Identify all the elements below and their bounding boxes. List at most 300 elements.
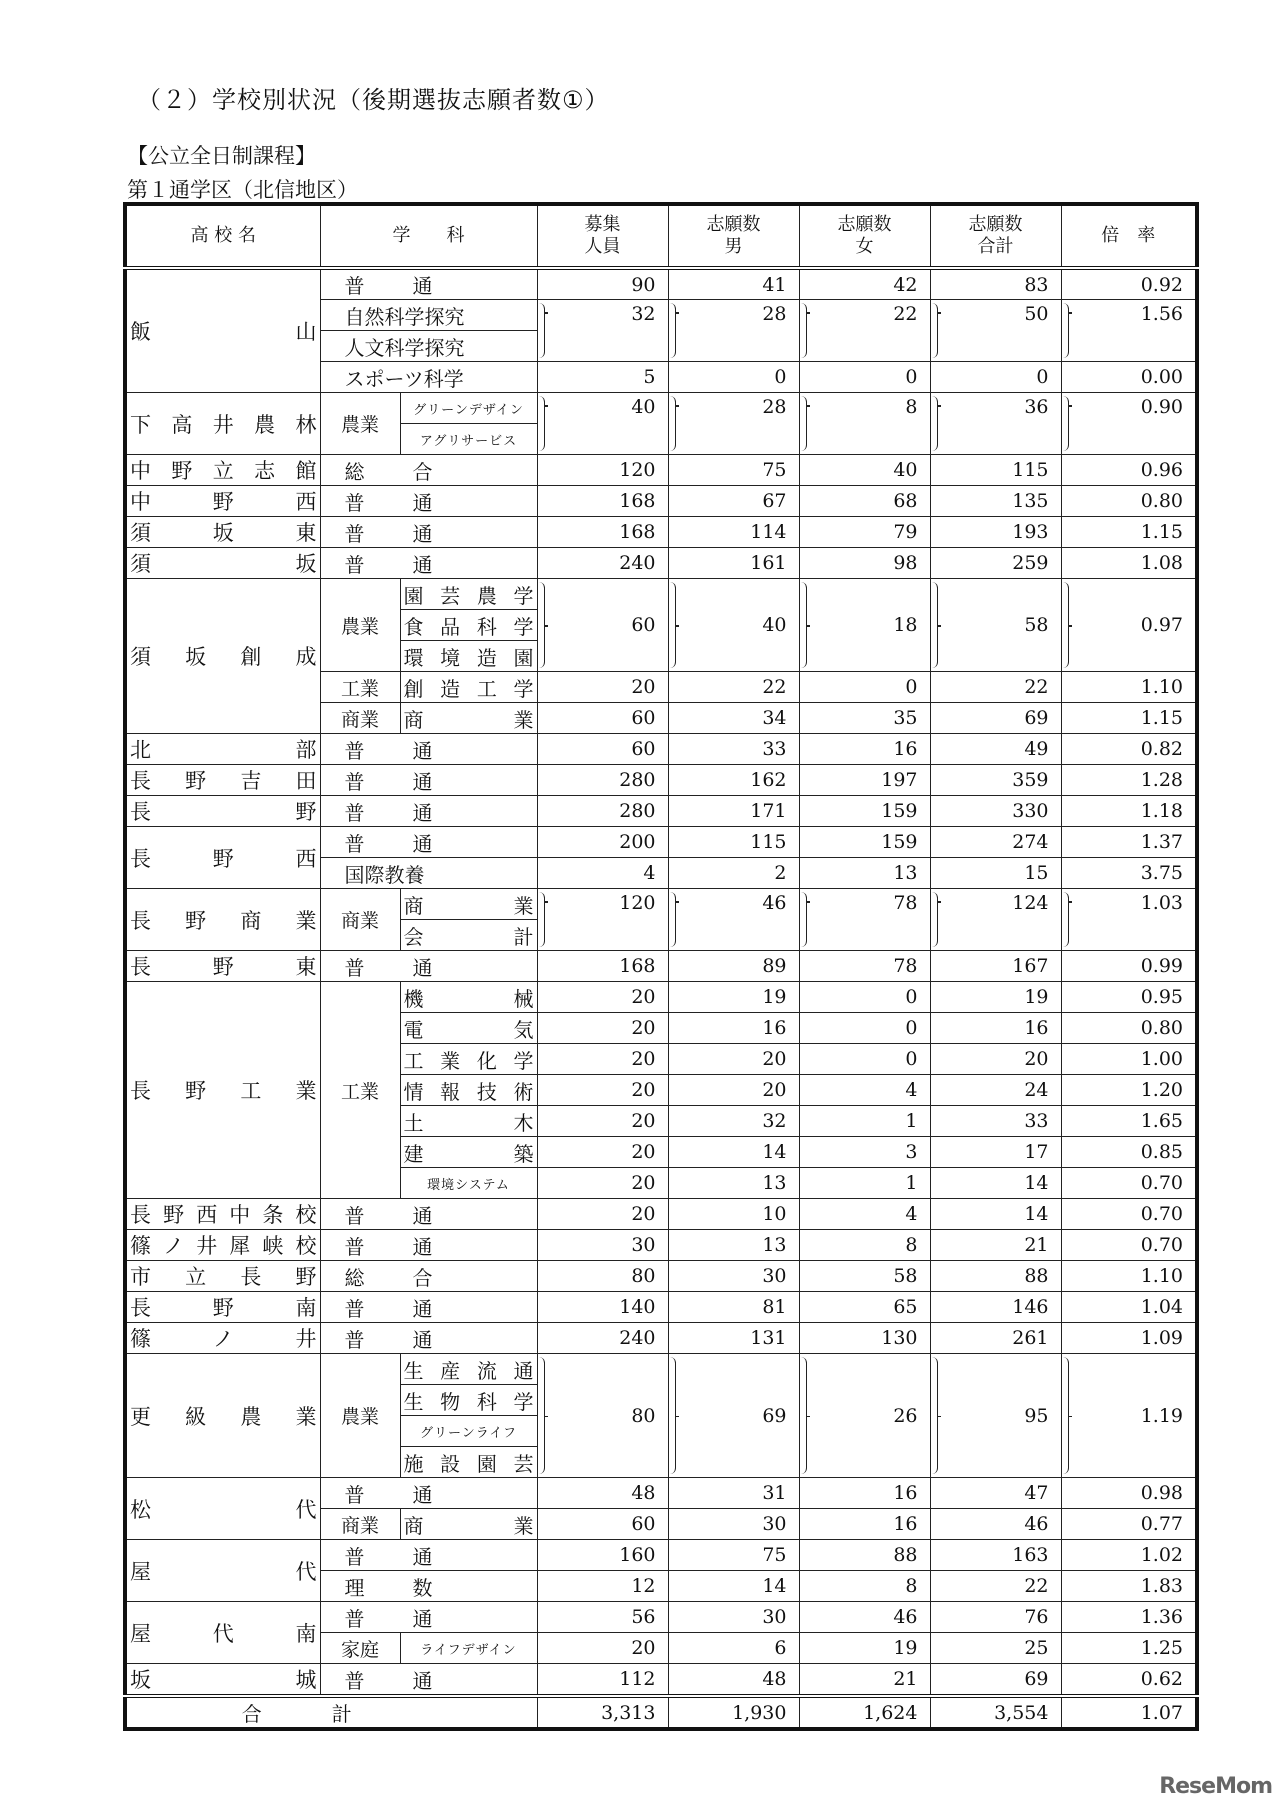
value-ratio: 0.95 (1061, 982, 1197, 1013)
course-heading: 【公立全日制課程】 (127, 144, 316, 168)
value-cap: 20 (537, 1168, 668, 1199)
value-total: 49 (930, 734, 1061, 765)
value-ratio: 0.70 (1061, 1230, 1197, 1261)
value-cap: 168 (537, 951, 668, 982)
table-row (125, 951, 1197, 982)
value-male: 31 (668, 1478, 799, 1509)
value-female: 3 (799, 1137, 930, 1168)
value-male: 161 (668, 548, 799, 579)
value-female: 35 (799, 703, 930, 734)
header-female (799, 204, 930, 268)
header-female-line1: 志願数 (837, 214, 892, 235)
dept-name: 普通 (320, 1199, 537, 1230)
school-name: 長野西中条校 (125, 1199, 320, 1230)
value-cap: 48 (537, 1478, 668, 1509)
school-name: 須坂東 (125, 517, 320, 548)
dept-field: 家庭 (320, 1633, 400, 1664)
value-male: 48 (668, 1664, 799, 1697)
value-ratio: 0.90 (1061, 393, 1197, 455)
value-cap: 20 (537, 1633, 668, 1664)
resemom-logo: ReseMom (1159, 1774, 1272, 1799)
value-cap: 60 (537, 703, 668, 734)
header-capacity-line1: 募集 (584, 214, 621, 235)
value-ratio: 1.20 (1061, 1075, 1197, 1106)
value-total: 33 (930, 1106, 1061, 1137)
school-name: 更級農業 (125, 1354, 320, 1478)
value-female: 65 (799, 1292, 930, 1323)
value-female: 40 (799, 455, 930, 486)
value-male: 115 (668, 827, 799, 858)
value-ratio: 0.80 (1061, 1013, 1197, 1044)
table-row (125, 1354, 1197, 1385)
table-row (125, 796, 1197, 827)
value-cap: 20 (537, 1106, 668, 1137)
dept-field: 商業 (320, 889, 400, 951)
dept-name: 土木 (400, 1106, 537, 1137)
dept-name: 総合 (320, 1261, 537, 1292)
dept-field: 工業 (320, 982, 400, 1199)
dept-name: 情報技術 (400, 1075, 537, 1106)
dept-name: 総合 (320, 455, 537, 486)
school-name: 下高井農林 (125, 393, 320, 455)
total-total: 3,554 (930, 1696, 1061, 1729)
value-female: 42 (799, 268, 930, 300)
value-female: 1 (799, 1106, 930, 1137)
dept-name: 生産流通 (400, 1354, 537, 1385)
value-ratio: 1.25 (1061, 1633, 1197, 1664)
value-ratio: 0.99 (1061, 951, 1197, 982)
value-ratio: 1.19 (1061, 1354, 1197, 1478)
value-total: 163 (930, 1540, 1061, 1571)
value-female: 0 (799, 1013, 930, 1044)
value-ratio: 0.00 (1061, 362, 1197, 393)
value-male: 114 (668, 517, 799, 548)
value-male: 46 (668, 889, 799, 951)
header-male-line1: 志願数 (706, 214, 761, 235)
district-heading: 第１通学区（北信地区） (127, 178, 358, 202)
dept-name: 建築 (400, 1137, 537, 1168)
dept-name: 普通 (320, 1478, 537, 1509)
value-male: 30 (668, 1261, 799, 1292)
value-ratio: 0.96 (1061, 455, 1197, 486)
dept-name: 機械 (400, 982, 537, 1013)
value-female: 21 (799, 1664, 930, 1697)
value-ratio: 1.00 (1061, 1044, 1197, 1075)
value-female: 0 (799, 362, 930, 393)
value-total: 16 (930, 1013, 1061, 1044)
value-cap: 200 (537, 827, 668, 858)
value-ratio: 1.09 (1061, 1323, 1197, 1354)
table-row (125, 1292, 1197, 1323)
total-capacity: 3,313 (537, 1696, 668, 1729)
dept-name: 普通 (320, 1540, 537, 1571)
value-total: 50 (930, 300, 1061, 362)
value-cap: 20 (537, 1199, 668, 1230)
header-capacity-line2: 人員 (584, 236, 621, 257)
dept-name: 普通 (320, 1230, 537, 1261)
value-total: 274 (930, 827, 1061, 858)
school-name: 長野西 (125, 827, 320, 889)
value-cap: 60 (537, 579, 668, 672)
dept-name: 普通 (320, 1323, 537, 1354)
dept-name: 普通 (320, 765, 537, 796)
school-name: 長野商業 (125, 889, 320, 951)
value-female: 78 (799, 951, 930, 982)
dept-name: 工業化学 (400, 1044, 537, 1075)
value-female: 8 (799, 1230, 930, 1261)
value-cap: 30 (537, 1230, 668, 1261)
school-name: 長野工業 (125, 982, 320, 1199)
value-male: 67 (668, 486, 799, 517)
value-cap: 240 (537, 1323, 668, 1354)
value-cap: 20 (537, 672, 668, 703)
value-female: 13 (799, 858, 930, 889)
table-row (125, 1664, 1197, 1697)
dept-name: 商業 (400, 889, 537, 920)
value-total: 14 (930, 1168, 1061, 1199)
value-female: 46 (799, 1602, 930, 1633)
value-total: 193 (930, 517, 1061, 548)
dept-name: 環境造園 (400, 641, 537, 672)
value-cap: 20 (537, 1075, 668, 1106)
value-male: 2 (668, 858, 799, 889)
value-ratio: 1.04 (1061, 1292, 1197, 1323)
header-capacity (537, 204, 668, 268)
value-ratio: 1.10 (1061, 1261, 1197, 1292)
total-ratio: 1.07 (1061, 1696, 1197, 1729)
value-cap: 90 (537, 268, 668, 300)
value-female: 58 (799, 1261, 930, 1292)
value-total: 167 (930, 951, 1061, 982)
total-label: 合計 (125, 1696, 537, 1729)
dept-field: 農業 (320, 1354, 400, 1478)
value-ratio: 1.56 (1061, 300, 1197, 362)
value-female: 0 (799, 982, 930, 1013)
value-total: 146 (930, 1292, 1061, 1323)
value-female: 16 (799, 1509, 930, 1540)
school-name: 北部 (125, 734, 320, 765)
value-ratio: 0.97 (1061, 579, 1197, 672)
value-female: 159 (799, 827, 930, 858)
value-female: 98 (799, 548, 930, 579)
value-cap: 40 (537, 393, 668, 455)
table-row (125, 579, 1197, 610)
school-name: 屋代南 (125, 1602, 320, 1664)
dept-name: アグリサービス (400, 424, 537, 455)
dept-name: 商業 (400, 703, 537, 734)
school-name: 市立長野 (125, 1261, 320, 1292)
value-cap: 60 (537, 1509, 668, 1540)
value-male: 171 (668, 796, 799, 827)
value-cap: 80 (537, 1261, 668, 1292)
header-male-line2: 男 (724, 236, 743, 257)
value-ratio: 1.08 (1061, 548, 1197, 579)
value-male: 10 (668, 1199, 799, 1230)
header-dept: 学 科 (320, 204, 537, 268)
value-male: 40 (668, 579, 799, 672)
school-name: 篠ノ井 (125, 1323, 320, 1354)
value-total: 359 (930, 765, 1061, 796)
dept-name: 国際教養 (320, 858, 537, 889)
value-total: 76 (930, 1602, 1061, 1633)
value-male: 33 (668, 734, 799, 765)
value-total: 47 (930, 1478, 1061, 1509)
value-male: 28 (668, 300, 799, 362)
value-female: 130 (799, 1323, 930, 1354)
value-male: 28 (668, 393, 799, 455)
value-male: 22 (668, 672, 799, 703)
dept-name: 普通 (320, 486, 537, 517)
total-female: 1,624 (799, 1696, 930, 1729)
table-row (125, 268, 1197, 300)
dept-name: 食品科学 (400, 610, 537, 641)
value-cap: 168 (537, 517, 668, 548)
value-ratio: 0.98 (1061, 1478, 1197, 1509)
value-male: 13 (668, 1230, 799, 1261)
value-total: 22 (930, 672, 1061, 703)
header-male (668, 204, 799, 268)
dept-name: 施設園芸 (400, 1447, 537, 1478)
table-body (125, 268, 1197, 1696)
value-male: 14 (668, 1571, 799, 1602)
value-total: 95 (930, 1354, 1061, 1478)
value-male: 6 (668, 1633, 799, 1664)
value-total: 24 (930, 1075, 1061, 1106)
dept-name: 園芸農学 (400, 579, 537, 610)
table-row (125, 548, 1197, 579)
dept-name: 普通 (320, 1664, 537, 1697)
table-row (125, 1602, 1197, 1633)
value-male: 14 (668, 1137, 799, 1168)
value-cap: 280 (537, 765, 668, 796)
header-total-line2: 合計 (977, 236, 1014, 257)
school-name: 長野南 (125, 1292, 320, 1323)
value-cap: 20 (537, 1044, 668, 1075)
school-name: 篠ノ井犀峡校 (125, 1230, 320, 1261)
value-female: 4 (799, 1075, 930, 1106)
value-ratio: 1.83 (1061, 1571, 1197, 1602)
table-row (125, 1261, 1197, 1292)
value-cap: 160 (537, 1540, 668, 1571)
value-male: 89 (668, 951, 799, 982)
value-ratio: 0.77 (1061, 1509, 1197, 1540)
value-cap: 12 (537, 1571, 668, 1602)
value-female: 18 (799, 579, 930, 672)
dept-name: 環境システム (400, 1168, 537, 1199)
value-female: 4 (799, 1199, 930, 1230)
header-total-line1: 志願数 (968, 214, 1023, 235)
value-male: 131 (668, 1323, 799, 1354)
dept-name: 普通 (320, 268, 537, 300)
value-total: 135 (930, 486, 1061, 517)
value-total: 19 (930, 982, 1061, 1013)
school-name: 坂城 (125, 1664, 320, 1697)
value-male: 32 (668, 1106, 799, 1137)
value-male: 20 (668, 1075, 799, 1106)
value-cap: 20 (537, 982, 668, 1013)
value-total: 0 (930, 362, 1061, 393)
table-row (125, 517, 1197, 548)
school-name: 屋代 (125, 1540, 320, 1602)
value-male: 81 (668, 1292, 799, 1323)
value-female: 0 (799, 1044, 930, 1075)
school-name: 長野吉田 (125, 765, 320, 796)
table-row (125, 1199, 1197, 1230)
table-row (125, 486, 1197, 517)
value-ratio: 0.62 (1061, 1664, 1197, 1697)
value-cap: 280 (537, 796, 668, 827)
value-cap: 168 (537, 486, 668, 517)
table-row (125, 827, 1197, 858)
value-total: 25 (930, 1633, 1061, 1664)
dept-name: 会計 (400, 920, 537, 951)
school-name: 中野立志館 (125, 455, 320, 486)
dept-field: 工業 (320, 672, 400, 703)
value-female: 8 (799, 1571, 930, 1602)
header-school: 高 校 名 (125, 204, 320, 268)
dept-name: グリーンライフ (400, 1416, 537, 1447)
value-total: 21 (930, 1230, 1061, 1261)
value-female: 0 (799, 672, 930, 703)
value-female: 16 (799, 734, 930, 765)
value-total: 58 (930, 579, 1061, 672)
value-total: 20 (930, 1044, 1061, 1075)
value-female: 197 (799, 765, 930, 796)
dept-name: 普通 (320, 734, 537, 765)
value-male: 34 (668, 703, 799, 734)
dept-name: 理数 (320, 1571, 537, 1602)
value-ratio: 1.02 (1061, 1540, 1197, 1571)
value-total: 14 (930, 1199, 1061, 1230)
value-cap: 56 (537, 1602, 668, 1633)
value-female: 88 (799, 1540, 930, 1571)
value-ratio: 0.85 (1061, 1137, 1197, 1168)
value-male: 30 (668, 1602, 799, 1633)
school-name: 須坂創成 (125, 579, 320, 734)
value-total: 259 (930, 548, 1061, 579)
value-ratio: 0.92 (1061, 268, 1197, 300)
dept-field: 農業 (320, 393, 400, 455)
dept-name: スポーツ科学 (320, 362, 537, 393)
value-cap: 140 (537, 1292, 668, 1323)
header-row (125, 204, 1197, 268)
value-male: 0 (668, 362, 799, 393)
dept-field: 商業 (320, 1509, 400, 1540)
value-female: 159 (799, 796, 930, 827)
table-row (125, 734, 1197, 765)
applicants-table (123, 202, 1199, 1731)
school-name: 長野東 (125, 951, 320, 982)
dept-name: 電気 (400, 1013, 537, 1044)
value-ratio: 1.03 (1061, 889, 1197, 951)
school-name: 中野西 (125, 486, 320, 517)
dept-name: 創造工学 (400, 672, 537, 703)
dept-name: 普通 (320, 1602, 537, 1633)
school-name: 飯山 (125, 268, 320, 393)
value-male: 19 (668, 982, 799, 1013)
table-row (125, 889, 1197, 920)
value-female: 68 (799, 486, 930, 517)
value-ratio: 1.15 (1061, 703, 1197, 734)
dept-name: 生物科学 (400, 1385, 537, 1416)
value-female: 26 (799, 1354, 930, 1478)
value-total: 115 (930, 455, 1061, 486)
dept-name: 普通 (320, 827, 537, 858)
school-name: 松代 (125, 1478, 320, 1540)
total-male: 1,930 (668, 1696, 799, 1729)
value-cap: 5 (537, 362, 668, 393)
value-total: 330 (930, 796, 1061, 827)
value-male: 30 (668, 1509, 799, 1540)
value-total: 22 (930, 1571, 1061, 1602)
value-ratio: 1.15 (1061, 517, 1197, 548)
value-ratio: 1.28 (1061, 765, 1197, 796)
table-row (125, 982, 1197, 1013)
value-male: 69 (668, 1354, 799, 1478)
value-total: 15 (930, 858, 1061, 889)
value-female: 22 (799, 300, 930, 362)
value-ratio: 0.80 (1061, 486, 1197, 517)
value-cap: 80 (537, 1354, 668, 1478)
header-total (930, 204, 1061, 268)
school-name: 長野 (125, 796, 320, 827)
table-row (125, 1230, 1197, 1261)
table-row (125, 1540, 1197, 1571)
value-ratio: 0.82 (1061, 734, 1197, 765)
dept-name: グリーンデザイン (400, 393, 537, 424)
value-male: 75 (668, 455, 799, 486)
dept-name: 普通 (320, 796, 537, 827)
dept-name: 普通 (320, 548, 537, 579)
header-female-line2: 女 (855, 236, 874, 257)
value-total: 17 (930, 1137, 1061, 1168)
value-cap: 32 (537, 300, 668, 362)
value-cap: 20 (537, 1013, 668, 1044)
value-male: 13 (668, 1168, 799, 1199)
value-cap: 240 (537, 548, 668, 579)
value-female: 79 (799, 517, 930, 548)
value-ratio: 3.75 (1061, 858, 1197, 889)
value-total: 83 (930, 268, 1061, 300)
dept-name: 普通 (320, 1292, 537, 1323)
value-cap: 60 (537, 734, 668, 765)
value-total: 46 (930, 1509, 1061, 1540)
value-male: 162 (668, 765, 799, 796)
dept-name: 人文科学探究 (320, 331, 537, 362)
value-total: 88 (930, 1261, 1061, 1292)
value-cap: 20 (537, 1137, 668, 1168)
value-total: 69 (930, 703, 1061, 734)
header-ratio: 倍 率 (1061, 204, 1197, 268)
table-row (125, 393, 1197, 424)
value-ratio: 1.18 (1061, 796, 1197, 827)
dept-field: 農業 (320, 579, 400, 672)
value-male: 20 (668, 1044, 799, 1075)
value-ratio: 1.37 (1061, 827, 1197, 858)
value-cap: 4 (537, 858, 668, 889)
value-total: 36 (930, 393, 1061, 455)
value-ratio: 1.36 (1061, 1602, 1197, 1633)
value-female: 1 (799, 1168, 930, 1199)
table-row (125, 1323, 1197, 1354)
dept-field: 商業 (320, 703, 400, 734)
value-male: 16 (668, 1013, 799, 1044)
value-ratio: 0.70 (1061, 1199, 1197, 1230)
school-name: 須坂 (125, 548, 320, 579)
value-male: 75 (668, 1540, 799, 1571)
value-female: 78 (799, 889, 930, 951)
dept-name: 自然科学探究 (320, 300, 537, 331)
